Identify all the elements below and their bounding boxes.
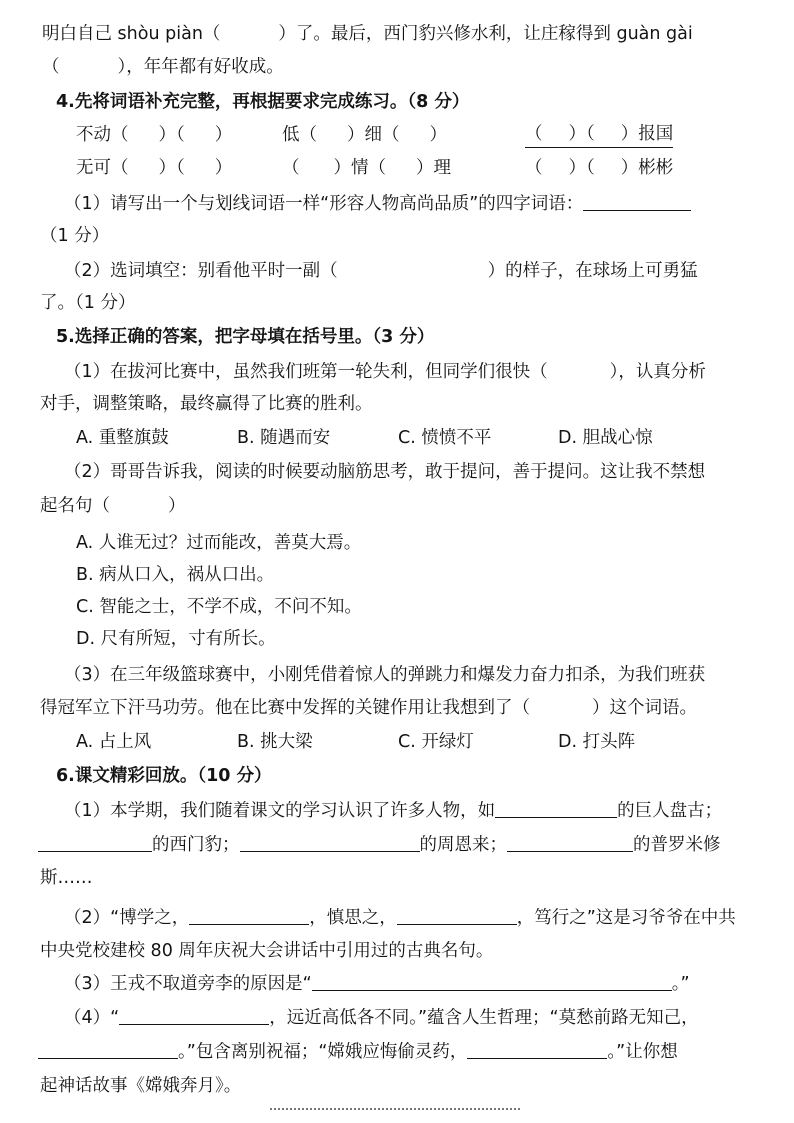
q4-row1-word2: 低（ ）细（ ） xyxy=(282,125,447,145)
answer-line[interactable] xyxy=(38,831,152,852)
q5-sub2: （2）哥哥告诉我，阅读的时候要动脑筋思考，敢于提问，善于提问。这让我不禁想 xyxy=(64,462,706,482)
q5-sub1-option-c[interactable]: C. 愤愤不平 xyxy=(398,428,492,448)
q6-sub4: （4）“ ，远近高低各不同。”蕴含人生哲理；“莫愁前路无知己， xyxy=(64,1004,699,1032)
q6-sub4-end: 起神话故事《嫦娥奔月》。 xyxy=(40,1076,242,1096)
q6-sub2-cont: 中央党校建校 80 周年庆祝大会讲话中引用过的古典名句。 xyxy=(40,941,494,961)
q5-sub1-option-a[interactable]: A. 重整旗鼓 xyxy=(76,428,169,448)
q6-sub1: （1）本学期，我们随着课文的学习认识了许多人物，如 的巨人盘古； xyxy=(64,797,722,825)
intro-line-2: （ ），年年都有好收成。 xyxy=(42,57,284,77)
footer-scan-artifact xyxy=(270,1108,520,1118)
q4-sub2-cont: 了。（1 分） xyxy=(40,293,136,313)
answer-line[interactable] xyxy=(583,190,691,211)
q5-sub2-option-d[interactable]: D. 尺有所短，寸有所长。 xyxy=(76,629,276,649)
answer-line[interactable] xyxy=(495,797,617,818)
q5-sub1-cont: 对手，调整策略，最终赢得了比赛的胜利。 xyxy=(40,394,373,414)
q5-sub3-option-c[interactable]: C. 开绿灯 xyxy=(398,732,474,752)
q5-sub3-option-a[interactable]: A. 占上风 xyxy=(76,732,152,752)
q5-sub3-cont: 得冠军立下汗马功劳。他在比赛中发挥的关键作用让我想到了（ ）这个词语。 xyxy=(40,698,697,718)
q4-row1-word1: 不动（ ）（ ） xyxy=(76,125,233,145)
q5-sub2-cont: 起名句（ ） xyxy=(40,496,186,516)
q5-sub2-option-c[interactable]: C. 智能之士，不学不成，不问不知。 xyxy=(76,597,362,617)
q5-sub3-option-b[interactable]: B. 挑大梁 xyxy=(237,732,313,752)
q5-sub3: （3）在三年级篮球赛中，小刚凭借着惊人的弹跳力和爆发力奋力扣杀，为我们班获 xyxy=(64,665,706,685)
answer-line[interactable] xyxy=(397,904,517,925)
q6-sub1-cont: 的西门豹； 的周恩来； 的普罗米修 xyxy=(38,831,721,859)
q6-title: 6.课文精彩回放。（10 分） xyxy=(56,766,272,786)
q4-row2-word2: （ ）情（ ）理 xyxy=(282,158,451,178)
intro-line-1: 明白自己 shòu piàn（ ）了。最后，西门豹兴修水利，让庄稼得到 guàn gài xyxy=(42,24,693,44)
q5-title: 5.选择正确的答案，把字母填在括号里。（3 分） xyxy=(56,327,435,347)
answer-line[interactable] xyxy=(507,831,633,852)
q4-sub1: （1）请写出一个与划线词语一样“形容人物高尚品质”的四字词语： xyxy=(64,190,691,218)
q5-sub1: （1）在拔河比赛中，虽然我们班第一轮失利，但同学们很快（ ），认真分析 xyxy=(64,362,706,382)
answer-line[interactable] xyxy=(240,831,420,852)
answer-line[interactable] xyxy=(119,1004,269,1025)
q4-row1-word3-underlined: （ ）（ ）报国 xyxy=(525,121,673,148)
q6-sub1-end: 斯…… xyxy=(40,868,93,888)
answer-line[interactable] xyxy=(38,1038,178,1059)
q6-sub4-cont: 。”包含离别祝福；“嫦娥应悔偷灵药， 。”让你想 xyxy=(38,1038,678,1066)
answer-line[interactable] xyxy=(467,1038,607,1059)
q4-sub2: （2）选词填空：别看他平时一副（ ）的样子，在球场上可勇猛 xyxy=(64,261,698,281)
answer-line[interactable] xyxy=(312,970,672,991)
q4-title: 4.先将词语补充完整，再根据要求完成练习。（8 分） xyxy=(56,92,470,112)
q5-sub1-option-d[interactable]: D. 胆战心惊 xyxy=(558,428,653,448)
q4-row2-word1: 无可（ ）（ ） xyxy=(76,158,233,178)
q5-sub2-option-b[interactable]: B. 病从口入，祸从口出。 xyxy=(76,565,275,585)
q5-sub2-option-a[interactable]: A. 人谁无过？过而能改，善莫大焉。 xyxy=(76,533,362,553)
answer-line[interactable] xyxy=(189,904,309,925)
q4-sub1-score: （1 分） xyxy=(40,226,110,246)
q6-sub3: （3）王戎不取道旁李的原因是“ 。” xyxy=(64,970,690,998)
q4-row2-word3: （ ）（ ）彬彬 xyxy=(525,158,674,178)
q5-sub3-option-d[interactable]: D. 打头阵 xyxy=(558,732,636,752)
q6-sub2: （2）“博学之， ，慎思之， ，笃行之”这是习爷爷在中共 xyxy=(64,904,736,932)
q5-sub1-option-b[interactable]: B. 随遇而安 xyxy=(237,428,331,448)
